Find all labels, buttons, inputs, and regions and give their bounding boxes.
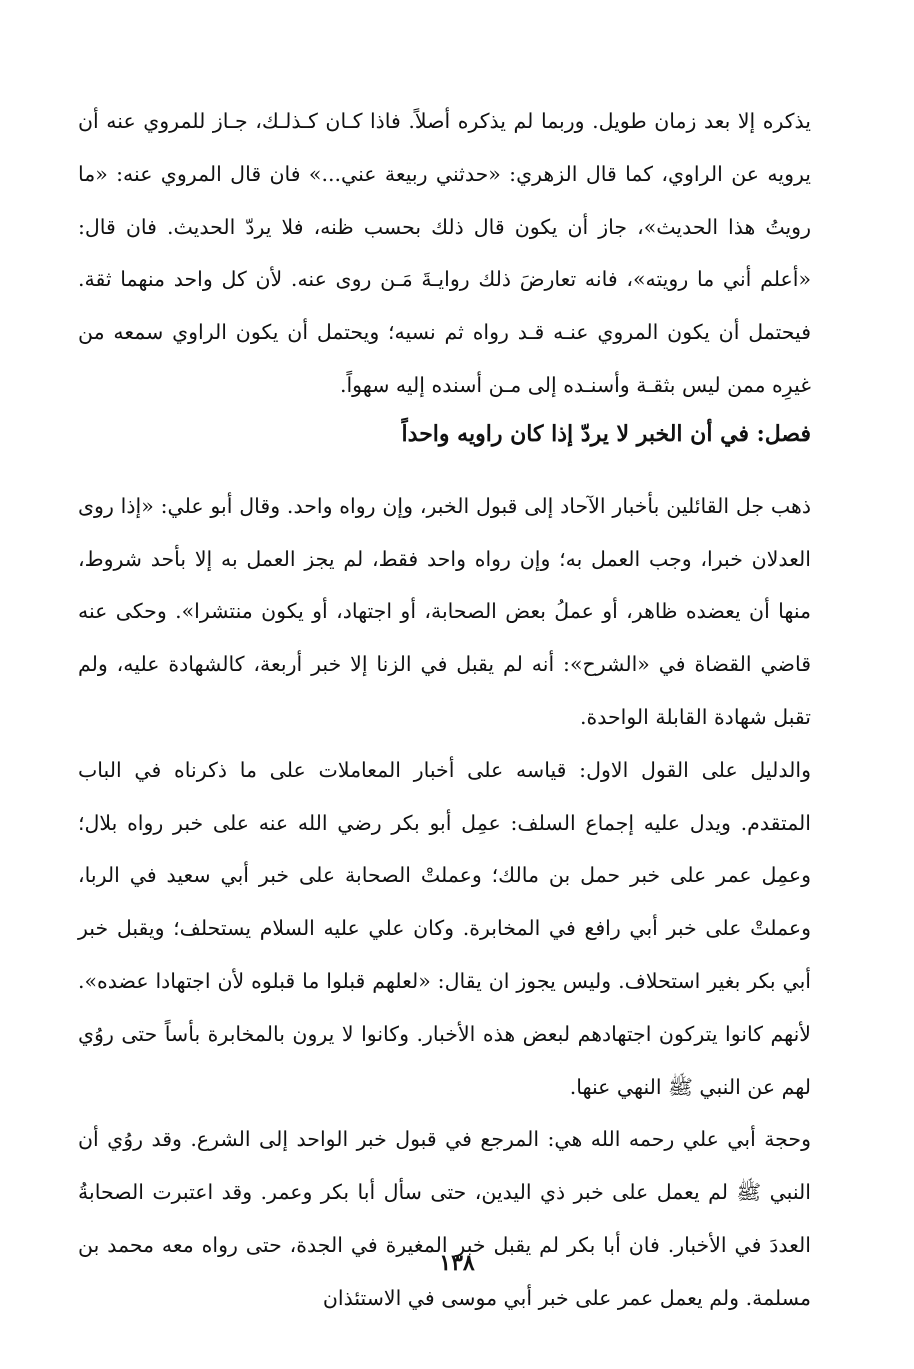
paragraph-3: والدليل على القول الاول: قياسه على أخبار المعاملات على ما ذكرناه في الباب المتقدم. ويدل عليه إجماع السلف: عمِل أبو بكر رضي الله عنه على خبر رواه بلال؛ وعمِل عمر على خبر حمل بن مالك؛ وعملتْ الصحابة على خبر أبي سعيد في الربا، وعملتْ على خبر أبي رافع في المخابرة. وكان علي عليه السلام يستحلف؛ ويقبل خبر أبي بكر بغير استحلاف. وليس يجوز ان يقال: «لعلهم قبلوا ما قبلوه لأن اجتهادا عضده». لأنهم كانوا يتركون اجتهادهم لبعض هذه الأخبار. وكانوا لا يرون بالمخابرة بأساً حتى روُي لهم عن النبي ﷺ النهي عنها. (78, 757, 811, 1099)
page-number: ١٣٨ (439, 1250, 475, 1276)
paragraph-4: وحجة أبي علي رحمه الله هي: المرجع في قبول خبر الواحد إلى الشرع. وقد روُي أن النبي ﷺ لم يعمل على خبر ذي اليدين، حتى سأل أبا بكر وعمر. وقد اعتبرت الصحابةُ العددَ في الأخبار. فان أبا بكر لم يقبل خبر المغيرة في الجدة، حتى رواه معه محمد بن مسلمة. ولم يعمل عمر على خبر أبي موسى في الاستئذان (78, 1127, 811, 1310)
paragraph-2: ذهب جل القائلين بأخبار الآحاد إلى قبول الخبر، وإن رواه واحد. وقال أبو علي: «إذا روى العدلان خبرا، وجب العمل به؛ وإن رواه واحد فقط، لم يجز العمل به إلا بأحد شروط، منها أن يعضده ظاهر، أو عملُ بعض الصحابة، أو اجتهاد، أو يكون منتشرا». وحكى عنه قاضي القضاة في «الشرح»: أنه لم يقبل في الزنا إلا خبر أربعة، كالشهادة عليه، ولم تقبل شهادة القابلة الواحدة. (78, 493, 811, 729)
paragraph-1: يذكره إلا بعد زمان طويل. وربما لم يذكره أصلاً. فاذا كـان كـذلـك، جـاز للمروي عنه أن يرويه عن الراوي، كما قال الزهري: «حدثني ربيعة عني...» فان قال المروي عنه: «ما رويتُ هذا الحديث»، جاز أن يكون قال ذلك بحسب ظنه، فلا يردّ الحديث. فان قال: «أعلم أني ما رويته»، فانه تعارضَ ذلك روايـةَ مَـن روى عنه. لأن كل واحد منهما ثقة. فيحتمل أن يكون المروي عنـه قـد رواه ثم نسيه؛ ويحتمل أن يكون الراوي سمعه من غيرِه ممن ليس بثقـة وأسنـده إلى مـن أسنده إليه سهواً. (78, 109, 811, 397)
section-heading: فصل: في أن الخبر لا يردّ إذا كان راويه واحداً (401, 420, 811, 447)
